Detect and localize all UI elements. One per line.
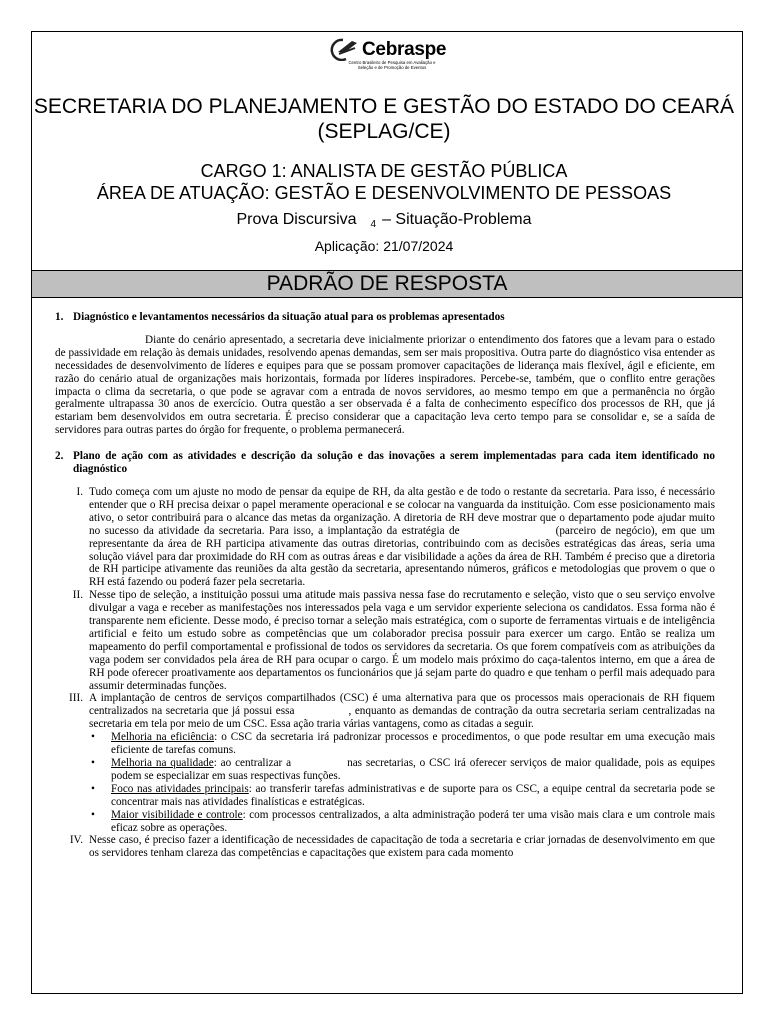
exam-cargo — [32, 160, 736, 204]
section-1-number: 1. — [55, 311, 64, 323]
item-iii-text-b: , enquanto as demandas de contração da outra secretaria seriam centralizadas na secretaria em tela por meio de um CSC. Essa ação traria várias vantagens, como as citadas a seguir. — [89, 705, 715, 731]
bullet-label: Foco nas atividades principais — [111, 782, 249, 795]
bullet-text: : ao centralizar a — [213, 757, 292, 769]
item-numeral: I. — [76, 485, 83, 498]
item-iii-intro — [89, 692, 715, 731]
item-i-text-a: Tudo começa com um ajuste no modo de pensar da equipe de RH, da alta gestão e de todo o restante da secretaria. Para isso, é necessário entender que o RH precisa deixar o papel meramente operacional e se colocar na vanguarda da instituição. Com esse posicionamento mais ativo, o setor contribuirá para o alcance das metas da organização. A diretoria de RH deve mostrar que o departamento pode ajudar muito no sucesso da atividade da secretaria. Para isso, a implantação da estratégia de — [89, 485, 715, 537]
section-2-title: Plano de ação com as atividades e descrição da solução e das inovações a serem implementadas para cada item identificado no diagnóstico — [73, 450, 715, 476]
bullet-item — [89, 757, 715, 783]
section-1-title: Diagnóstico e levantamentos necessários da situação atual para os problemas apresentados — [73, 311, 505, 323]
cargo-line: CARGO 1: ANALISTA DE GESTÃO PÚBLICA — [200, 161, 568, 181]
section-1-paragraph: Diante do cenário apresentado, a secretaria deve inicialmente priorizar o entendimento dos fatores que a levam para o estado de passividade em relação às demais unidades, resolvendo apenas demandas, sem ser mais propositiva. Outra parte do diagnóstico visa entender as necessidades de desenvolvimento de líderes e equipes para que se possam promover capacitações de liderança mais flexível, ágil e eficiente, em razão do cenário atual de organizações mais horizontais, formada por líderes inspiradores. Percebe-se, também, que o conflito entre gerações impacta o clima da secretaria, o que pode se agravar com a entrada de novos servidores, ao mesmo tempo em que a permanência no órgão geralmente ultrapassa 30 anos de exercício. Outra questão a ser observada é a falta de conhecimento específico dos processos de RH, que já estariam bem desenvolvidos em outra secretaria. É preciso considerar que a capacitação leva certo tempo para se consolidar e, se a saída de servidores para outras partes do órgão for frequente, o problema permanecerá. — [55, 333, 715, 437]
logo-tagline: Centro Brasileiro de Pesquisa em Avaliação e Seleção e de Promoção de Eventos — [348, 60, 436, 70]
bullet-item — [89, 783, 715, 809]
bullet-item — [89, 809, 715, 835]
item-text: Nesse tipo de seleção, a instituição possui uma atitude mais passiva nessa fase do recrutamento e seleção, visto que o seu serviço envolve divulgar a vaga e receber as manifestações nos interessados pela vaga e um servidor experiente seleciona os candidatos. Essa forma não é transparente nem eficiente. Desse modo, é preciso tornar a seleção mais estratégica, com o suporte de ferramentas virtuais e de inteligência artificial e feito um estudo sobre as competências que um colaborador precisa possuir para exercer um cargo. Então se realiza um mapeamento do perfil comportamental e profissional de todos os servidores da secretaria. Os que forem compatíveis com as atribuições da vaga podem ser convidados pela área de RH para ocupar o cargo. É um modelo mais próximo do caça-talentos interno, em que a área de RH pode oferecer proativamente aos departamentos os funcionários que já sejam parte do quadro e que tenham o perfil mais adequado para assumir determinadas funções. — [89, 589, 715, 692]
item-numeral: III. — [69, 692, 83, 705]
item-iii-text-a: A implantação de centros de serviços compartilhados (CSC) é uma alternativa para que os processos mais operacionais de RH fiquem centralizados na secretaria que já possui essa — [89, 692, 715, 718]
prova-number: 4 — [370, 219, 377, 230]
list-item-iii — [55, 692, 715, 834]
cebraspe-logo-icon — [330, 37, 360, 61]
item-numeral: IV. — [69, 834, 83, 847]
bullet-label: Maior visibilidade e controle — [111, 808, 243, 821]
aplicacao-date: Aplicação: 21/07/2024 — [314, 238, 454, 254]
bullet-label: Melhoria na qualidade — [111, 757, 214, 769]
bullet-label: Melhoria na eficiência — [111, 731, 215, 744]
bullet-text: : ao transferir tarefas administrativas e de suporte para os CSC, a equipe central da secretaria pode se concentrar mais nas atividades finalísticas e estratégicas. — [111, 782, 715, 808]
section-1-heading — [55, 311, 715, 324]
bullet-dot-icon: • — [91, 731, 95, 744]
bullet-dot-icon: • — [91, 757, 95, 769]
answer-body — [55, 311, 715, 860]
prova-rest: – Situação-Problema — [382, 211, 532, 228]
list-item-i — [55, 486, 715, 589]
item-numeral: II. — [72, 589, 83, 602]
bullet-item — [89, 731, 715, 757]
section-2-heading — [55, 450, 715, 476]
bullet-text: nas secretarias, o CSC irá oferecer serviços de maior qualidade, pois as equipes podem se especializar em suas respectivas funções. — [111, 757, 715, 782]
bullet-text: : com processos centralizados, a alta administração poderá ter uma visão mais clara e um controle mais eficaz sobre as operações. — [111, 808, 715, 834]
item-text — [89, 692, 715, 834]
exam-org-title: SECRETARIA DO PLANEJAMENTO E GESTÃO DO ESTADO DO CEARÁ (SEPLAG/CE) — [33, 95, 735, 143]
item-i-text-b: (parceiro de negócio), em que um representante da área de RH participa ativamente das outras diretorias, contribuindo com as decisões estratégicas das áreas, seria uma solução viável para dar proximidade do RH com as outras áreas e dar visibilidade a ações da área de RH. Também é preciso que a diretoria de RH participe ativamente das reuniões da alta gestão da secretaria, apresentando números, gráficos e metodologias que provem o que o RH está fazendo ou poderá fazer pela secretaria. — [89, 524, 715, 589]
item-text: Nesse caso, é preciso fazer a identificação de necessidades de capacitação de toda a secretaria e criar jornadas de desenvolvimento em que os servidores tenham clareza das competências e capacitações que existem para cada momento — [89, 834, 715, 860]
prova-label: Prova Discursiva — [236, 211, 357, 228]
list-item-iv — [55, 834, 715, 860]
band-bottom-rule — [32, 297, 742, 298]
logo-brand: Cebraspe — [362, 39, 447, 60]
section-2-number: 2. — [55, 450, 64, 463]
answer-standard-title: PADRÃO DE RESPOSTA — [32, 271, 742, 297]
area-line: ÁREA DE ATUAÇÃO: GESTÃO E DESENVOLVIMENTO DE PESSOAS — [96, 183, 672, 203]
cebraspe-logo — [330, 35, 447, 77]
item-text — [89, 486, 715, 589]
bullet-dot-icon: • — [91, 782, 95, 795]
bullet-text: : o CSC da secretaria irá padronizar processos e procedimentos, o que pode resultar em uma execução mais eficiente de tarefas comuns. — [111, 731, 716, 757]
prova-line — [32, 211, 736, 229]
bullet-dot-icon: • — [91, 808, 95, 821]
list-item-ii — [55, 589, 715, 692]
